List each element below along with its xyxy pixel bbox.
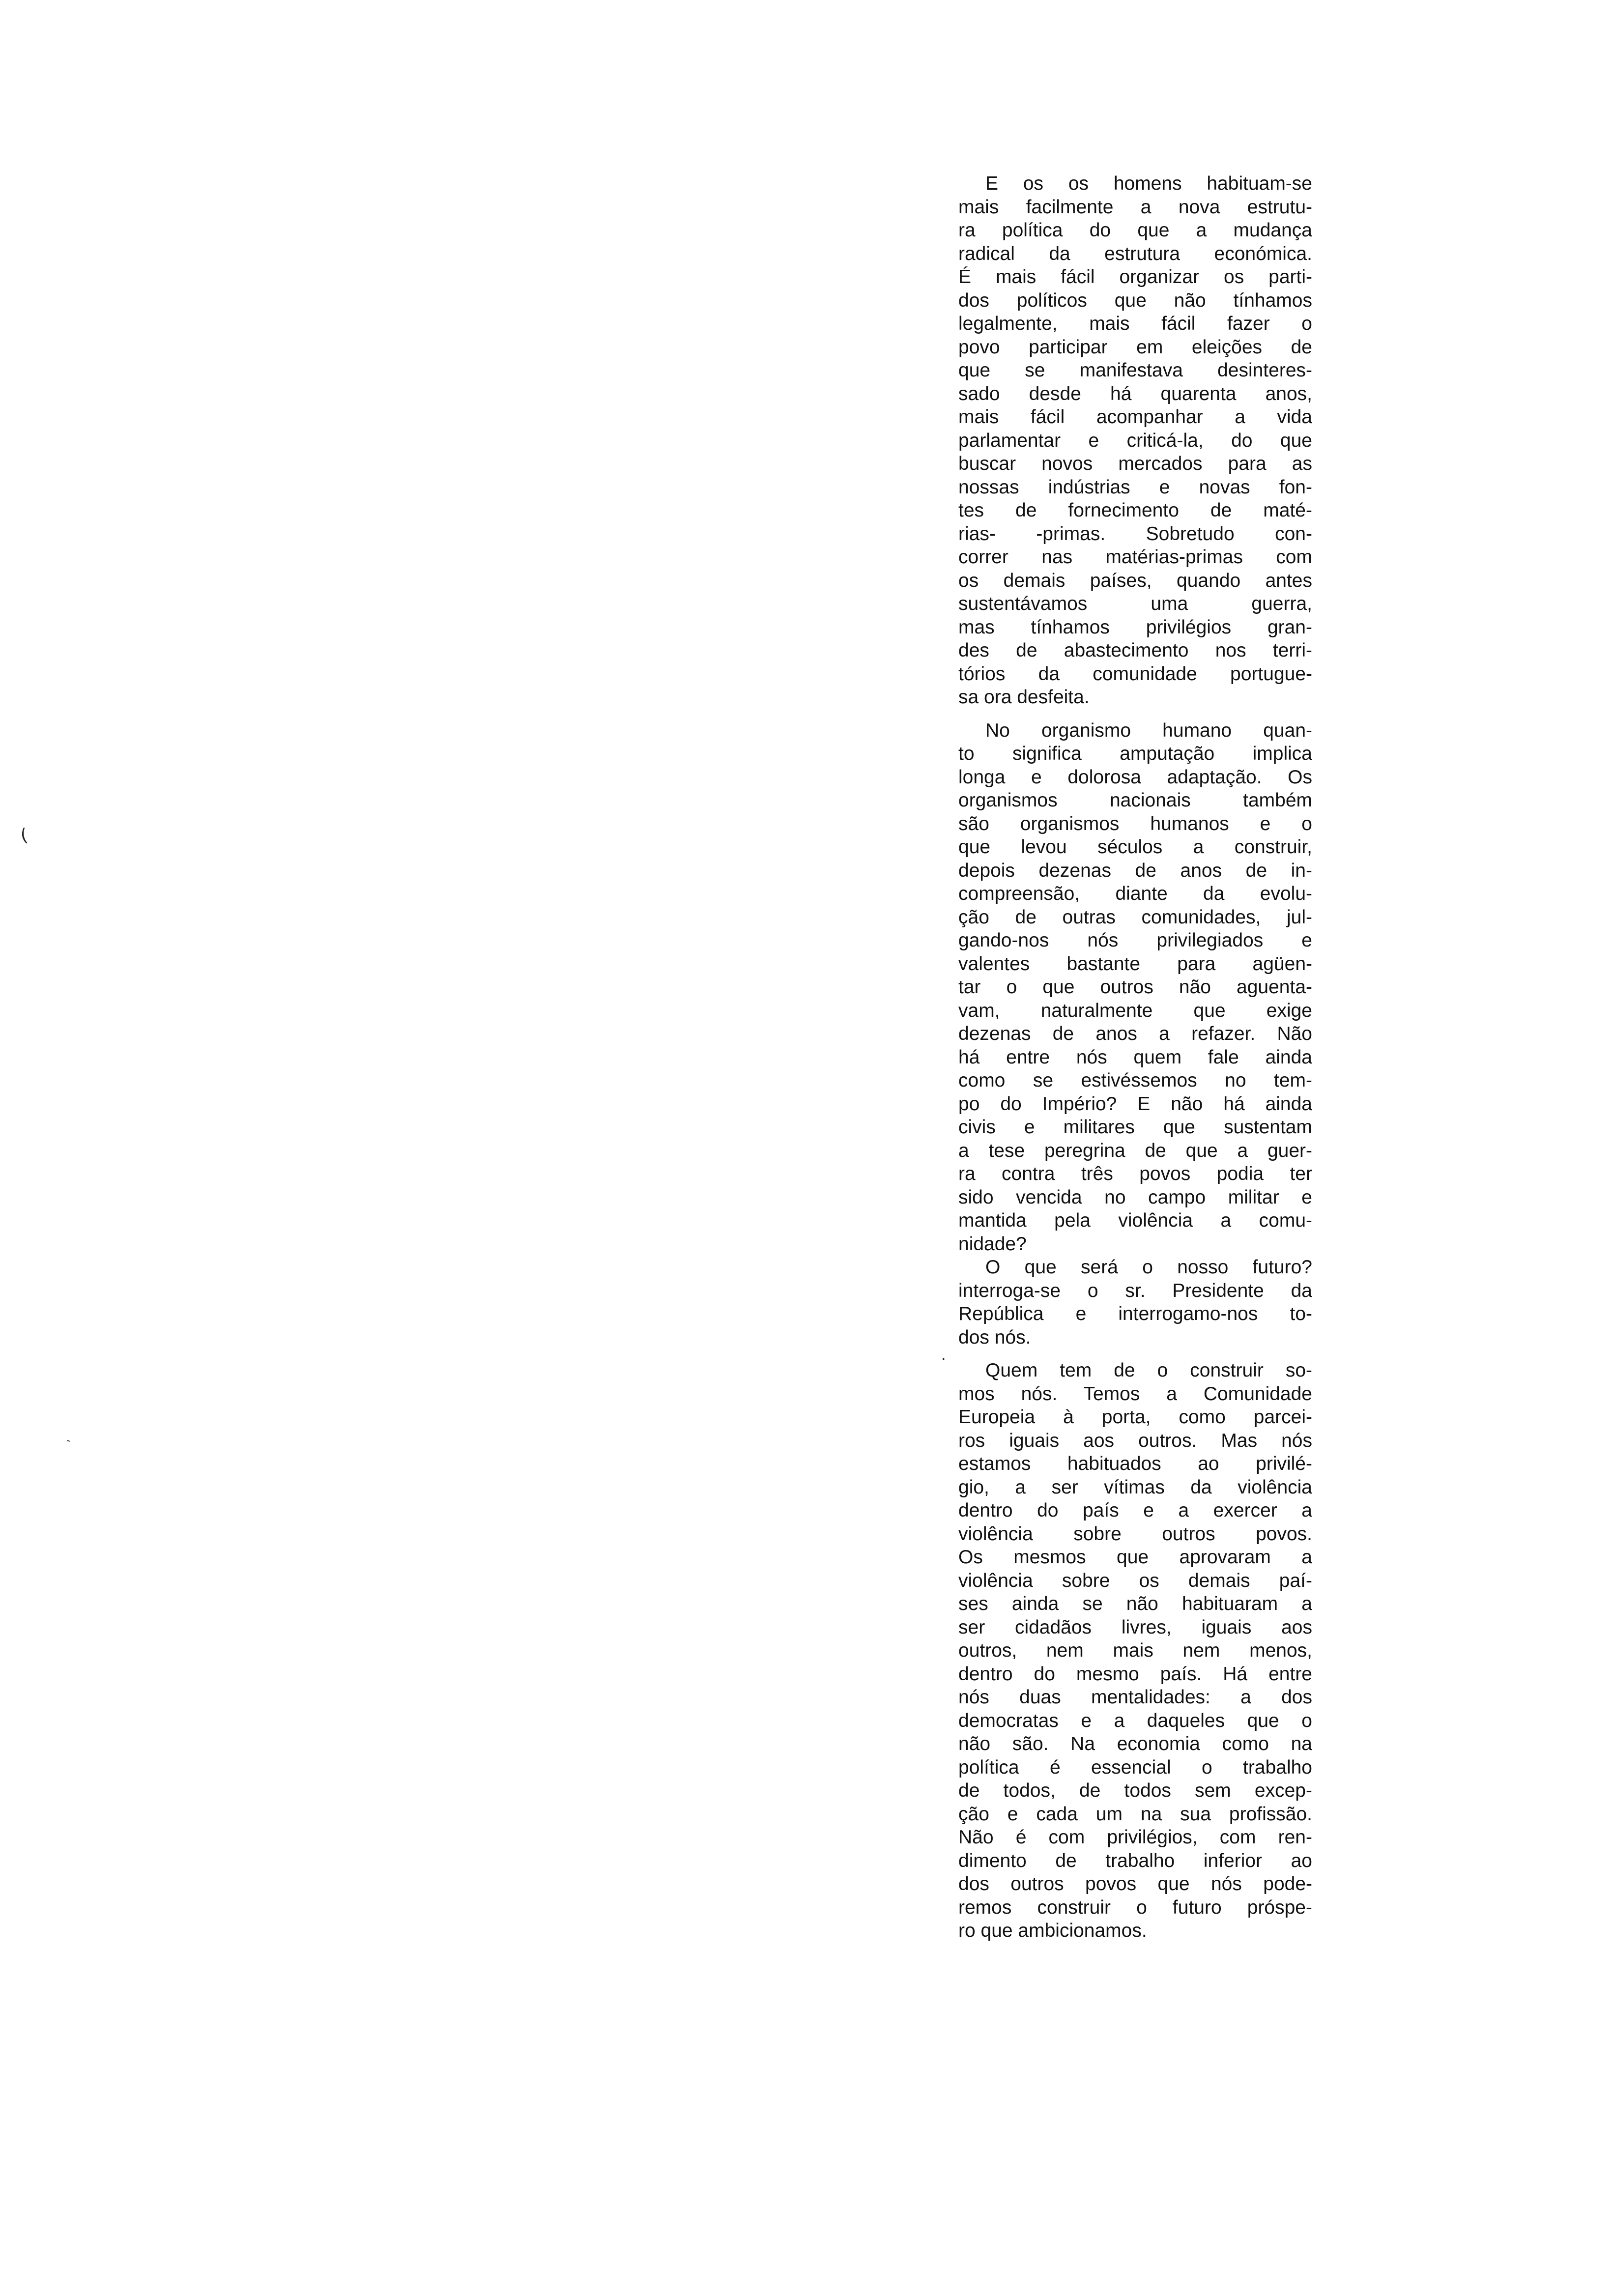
text-line: É mais fácil organizar os parti- bbox=[958, 266, 1312, 287]
text-line: dezenas de anos a refazer. Não bbox=[958, 1023, 1312, 1044]
text-line: rias- -primas. Sobretudo con- bbox=[958, 523, 1312, 545]
text-line: República e interrogamo-nos to- bbox=[958, 1303, 1312, 1324]
text-line: vam, naturalmente que exige bbox=[958, 1000, 1312, 1021]
text-line: tes de fornecimento de maté- bbox=[958, 500, 1312, 521]
text-line: violência sobre os demais paí- bbox=[958, 1570, 1312, 1591]
text-line: ra política do que a mudança bbox=[958, 220, 1312, 241]
text-line: to significa amputação implica bbox=[958, 743, 1312, 764]
text-line: des de abastecimento nos terri- bbox=[958, 640, 1312, 661]
text-line: povo participar em eleições de bbox=[958, 336, 1312, 358]
text-line: gando-nos nós privilegiados e bbox=[958, 930, 1312, 951]
text-line: outros, nem mais nem menos, bbox=[958, 1640, 1312, 1661]
text-line: há entre nós quem fale ainda bbox=[958, 1046, 1312, 1068]
text-line: nós duas mentalidades: a dos bbox=[958, 1687, 1312, 1708]
text-line: ra contra três povos podia ter bbox=[958, 1163, 1312, 1184]
paragraph-4 bbox=[958, 1359, 1312, 1943]
text-line: sa ora desfeita. bbox=[958, 687, 1090, 708]
paragraph-2 bbox=[958, 719, 1312, 1256]
text-line: E os os homens habituam-se bbox=[985, 173, 1312, 194]
text-line: ser cidadãos livres, iguais aos bbox=[958, 1616, 1312, 1638]
text-line: como se estivéssemos no tem- bbox=[958, 1070, 1312, 1091]
text-line: organismos nacionais também bbox=[958, 790, 1312, 811]
text-line: No organismo humano quan- bbox=[985, 719, 1312, 741]
text-line: po do Império? E não há ainda bbox=[958, 1093, 1312, 1115]
text-line: violência sobre outros povos. bbox=[958, 1523, 1312, 1545]
text-line: mais fácil acompanhar a vida bbox=[958, 406, 1312, 428]
text-line: estamos habituados ao privilé- bbox=[958, 1453, 1312, 1474]
text-line: a tese peregrina de que a guer- bbox=[958, 1140, 1312, 1161]
article-column bbox=[958, 172, 1312, 1943]
text-line: são organismos humanos e o bbox=[958, 813, 1312, 834]
text-line: gio, a ser vítimas da violência bbox=[958, 1476, 1312, 1498]
margin-mark-dot: . bbox=[941, 1347, 946, 1364]
text-line: dos nós. bbox=[958, 1326, 1031, 1348]
text-line: longa e dolorosa adaptação. Os bbox=[958, 766, 1312, 788]
text-line: tar o que outros não aguenta- bbox=[958, 976, 1312, 998]
text-line: não são. Na economia como na bbox=[958, 1733, 1312, 1754]
text-line: que levou séculos a construir, bbox=[958, 836, 1312, 858]
text-line: Os mesmos que aprovaram a bbox=[958, 1547, 1312, 1568]
text-line: que se manifestava desinteres- bbox=[958, 360, 1312, 381]
text-line: sado desde há quarenta anos, bbox=[958, 383, 1312, 404]
text-line: mas tínhamos privilégios gran- bbox=[958, 616, 1312, 638]
text-line: Europeia à porta, como parcei- bbox=[958, 1406, 1312, 1428]
text-line: O que será o nosso futuro? bbox=[985, 1257, 1312, 1278]
paragraph-3 bbox=[958, 1256, 1312, 1349]
text-line: Quem tem de o construir so- bbox=[985, 1360, 1312, 1381]
text-line: dos políticos que não tínhamos bbox=[958, 289, 1312, 311]
text-line: Não é com privilégios, com ren- bbox=[958, 1827, 1312, 1848]
text-line: compreensão, diante da evolu- bbox=[958, 883, 1312, 904]
paragraph-1 bbox=[958, 172, 1312, 709]
text-line: mais facilmente a nova estrutu- bbox=[958, 196, 1312, 218]
text-line: parlamentar e criticá-la, do que bbox=[958, 430, 1312, 451]
text-line: política é essencial o trabalho bbox=[958, 1756, 1312, 1778]
text-line: sido vencida no campo militar e bbox=[958, 1186, 1312, 1208]
text-line: mos nós. Temos a Comunidade bbox=[958, 1383, 1312, 1405]
text-line: remos construir o futuro próspe- bbox=[958, 1896, 1312, 1918]
margin-mark-tick: ` bbox=[65, 1436, 79, 1453]
text-line: sustentávamos uma guerra, bbox=[958, 593, 1312, 614]
text-line: ros iguais aos outros. Mas nós bbox=[958, 1430, 1312, 1451]
text-line: ção de outras comunidades, jul- bbox=[958, 906, 1312, 928]
text-line: legalmente, mais fácil fazer o bbox=[958, 313, 1312, 334]
text-line: ção e cada um na sua profissão. bbox=[958, 1803, 1312, 1825]
text-line: dentro do país e a exercer a bbox=[958, 1500, 1312, 1521]
text-line: dentro do mesmo país. Há entre bbox=[958, 1663, 1312, 1685]
text-line: buscar novos mercados para as bbox=[958, 453, 1312, 474]
text-line: democratas e a daqueles que o bbox=[958, 1710, 1312, 1731]
text-line: nossas indústrias e novas fon- bbox=[958, 476, 1312, 498]
text-line: civis e militares que sustentam bbox=[958, 1117, 1312, 1138]
text-line: nidade? bbox=[958, 1233, 1027, 1255]
text-line: ses ainda se não habituaram a bbox=[958, 1593, 1312, 1614]
text-line: os demais países, quando antes bbox=[958, 570, 1312, 591]
text-line: depois dezenas de anos de in- bbox=[958, 860, 1312, 881]
text-line: correr nas matérias-primas com bbox=[958, 546, 1312, 568]
text-line: tórios da comunidade portugue- bbox=[958, 663, 1312, 685]
margin-mark-left: ( bbox=[19, 825, 29, 846]
text-line: ro que ambicionamos. bbox=[958, 1920, 1147, 1941]
text-line: mantida pela violência a comu- bbox=[958, 1210, 1312, 1231]
text-line: dimento de trabalho inferior ao bbox=[958, 1850, 1312, 1871]
text-line: dos outros povos que nós pode- bbox=[958, 1873, 1312, 1894]
text-line: interroga-se o sr. Presidente da bbox=[958, 1280, 1312, 1301]
text-line: de todos, de todos sem excep- bbox=[958, 1780, 1312, 1801]
text-line: valentes bastante para agüen- bbox=[958, 953, 1312, 975]
text-line: radical da estrutura económica. bbox=[958, 243, 1312, 264]
